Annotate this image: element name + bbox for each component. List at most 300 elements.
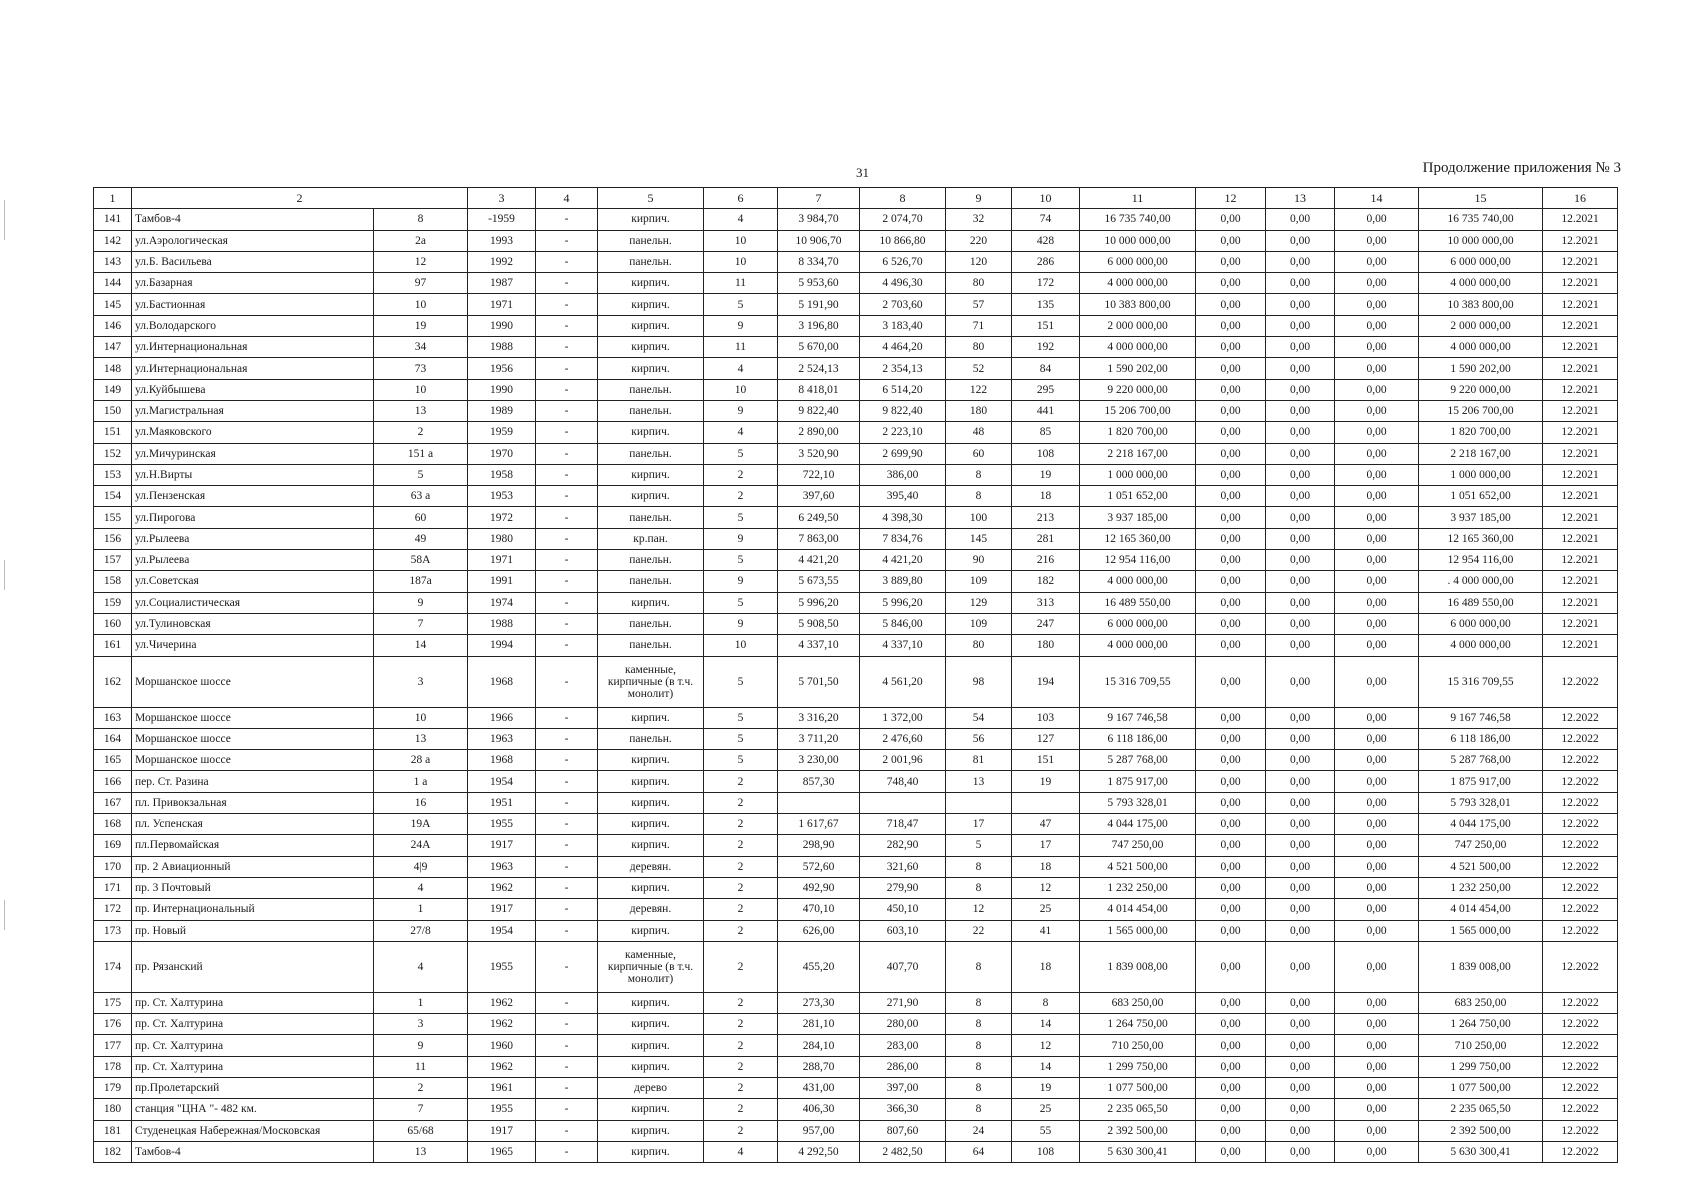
col10-cell: 213 <box>1012 507 1080 528</box>
street-cell: Моршанское шоссе <box>132 656 374 707</box>
house-number-cell: 10 <box>374 294 468 315</box>
col15-cell: 2 392 500,00 <box>1419 1120 1543 1141</box>
column-header: 3 <box>468 188 536 209</box>
wall-material-cell: кирпич. <box>598 1120 704 1141</box>
col7-cell: 4 337,10 <box>778 635 860 656</box>
col15-cell: 15 316 709,55 <box>1419 656 1543 707</box>
year-cell: 1971 <box>468 294 536 315</box>
col4-cell: - <box>536 251 598 272</box>
col8-cell: 4 561,20 <box>860 656 946 707</box>
house-number-cell: 187а <box>374 571 468 592</box>
wall-material-cell: кирпич. <box>598 1056 704 1077</box>
floors-cell: 2 <box>704 1056 778 1077</box>
col12-cell: 0,00 <box>1196 771 1266 792</box>
col13-cell: 0,00 <box>1266 877 1335 898</box>
house-number-cell: 2 <box>374 1077 468 1098</box>
wall-material-cell: деревян. <box>598 856 704 877</box>
wall-material-cell: панельн. <box>598 613 704 634</box>
col12-cell: 0,00 <box>1196 294 1266 315</box>
col15-cell: 4 000 000,00 <box>1419 337 1543 358</box>
house-number-cell: 24А <box>374 835 468 856</box>
col12-cell: 0,00 <box>1196 856 1266 877</box>
col9-cell: 17 <box>946 814 1012 835</box>
col8-cell: 603,10 <box>860 920 946 941</box>
street-cell: ул.Базарная <box>132 273 374 294</box>
col10-cell: 14 <box>1012 1056 1080 1077</box>
col11-cell: 5 793 328,01 <box>1080 792 1196 813</box>
col9-cell: 8 <box>946 486 1012 507</box>
table-row <box>94 899 1618 920</box>
col10-cell: 12 <box>1012 1035 1080 1056</box>
col8-cell: 4 464,20 <box>860 337 946 358</box>
col16-cell: 12.2021 <box>1543 315 1618 336</box>
street-cell: ул.Чичерина <box>132 635 374 656</box>
col16-cell: 12.2022 <box>1543 835 1618 856</box>
col16-cell: 12.2022 <box>1543 992 1618 1013</box>
wall-material-cell: кирпич. <box>598 422 704 443</box>
col14-cell: 0,00 <box>1335 707 1419 728</box>
col9-cell: 109 <box>946 613 1012 634</box>
table-row <box>94 337 1618 358</box>
floors-cell: 11 <box>704 337 778 358</box>
row-number-cell: 143 <box>94 251 132 272</box>
col8-cell: 407,70 <box>860 941 946 992</box>
year-cell: 1989 <box>468 400 536 421</box>
col11-cell: 10 383 800,00 <box>1080 294 1196 315</box>
col10-cell: 25 <box>1012 1099 1080 1120</box>
col14-cell: 0,00 <box>1335 230 1419 251</box>
col15-cell: 1 875 917,00 <box>1419 771 1543 792</box>
col9-cell: 100 <box>946 507 1012 528</box>
col16-cell: 12.2021 <box>1543 209 1618 230</box>
col9-cell: 8 <box>946 856 1012 877</box>
row-number-cell: 149 <box>94 379 132 400</box>
col11-cell: 1 299 750,00 <box>1080 1056 1196 1077</box>
wall-material-cell: панельн. <box>598 507 704 528</box>
col14-cell: 0,00 <box>1335 613 1419 634</box>
row-number-cell: 144 <box>94 273 132 294</box>
col13-cell: 0,00 <box>1266 422 1335 443</box>
col16-cell: 12.2021 <box>1543 251 1618 272</box>
col7-cell: 455,20 <box>778 941 860 992</box>
year-cell: 1958 <box>468 464 536 485</box>
col8-cell: 2 703,60 <box>860 294 946 315</box>
col12-cell: 0,00 <box>1196 337 1266 358</box>
col15-cell: 1 590 202,00 <box>1419 358 1543 379</box>
col11-cell: 1 232 250,00 <box>1080 877 1196 898</box>
col4-cell: - <box>536 230 598 251</box>
col7-cell: 2 524,13 <box>778 358 860 379</box>
column-header: 8 <box>860 188 946 209</box>
col16-cell: 12.2021 <box>1543 464 1618 485</box>
col14-cell: 0,00 <box>1335 1141 1419 1162</box>
col9-cell: 80 <box>946 337 1012 358</box>
col4-cell: - <box>536 400 598 421</box>
year-cell: 1955 <box>468 941 536 992</box>
col9-cell: 32 <box>946 209 1012 230</box>
col10-cell: 84 <box>1012 358 1080 379</box>
col10-cell: 247 <box>1012 613 1080 634</box>
col9-cell: 180 <box>946 400 1012 421</box>
col15-cell: 16 735 740,00 <box>1419 209 1543 230</box>
table-row <box>94 379 1618 400</box>
col12-cell: 0,00 <box>1196 613 1266 634</box>
col8-cell: 2 476,60 <box>860 728 946 749</box>
row-number-cell: 167 <box>94 792 132 813</box>
col14-cell: 0,00 <box>1335 877 1419 898</box>
col9-cell: 8 <box>946 1056 1012 1077</box>
col14-cell: 0,00 <box>1335 1120 1419 1141</box>
col8-cell: 4 337,10 <box>860 635 946 656</box>
col16-cell: 12.2022 <box>1543 1035 1618 1056</box>
house-number-cell: 34 <box>374 337 468 358</box>
col13-cell: 0,00 <box>1266 992 1335 1013</box>
col16-cell: 12.2022 <box>1543 1077 1618 1098</box>
col7-cell: 3 711,20 <box>778 728 860 749</box>
col13-cell: 0,00 <box>1266 1120 1335 1141</box>
col9-cell: 98 <box>946 656 1012 707</box>
col4-cell: - <box>536 443 598 464</box>
col12-cell: 0,00 <box>1196 728 1266 749</box>
col4-cell: - <box>536 592 598 613</box>
wall-material-cell: кирпич. <box>598 750 704 771</box>
street-cell: пл. Успенская <box>132 814 374 835</box>
house-number-cell: 8 <box>374 209 468 230</box>
col10-cell: 295 <box>1012 379 1080 400</box>
col16-cell: 12.2021 <box>1543 294 1618 315</box>
col8-cell: 279,90 <box>860 877 946 898</box>
year-cell: -1959 <box>468 209 536 230</box>
col9-cell: 8 <box>946 941 1012 992</box>
col10-cell: 135 <box>1012 294 1080 315</box>
street-cell: пл. Привокзальная <box>132 792 374 813</box>
col13-cell: 0,00 <box>1266 835 1335 856</box>
col14-cell: 0,00 <box>1335 592 1419 613</box>
col13-cell: 0,00 <box>1266 707 1335 728</box>
row-number-cell: 180 <box>94 1099 132 1120</box>
col13-cell: 0,00 <box>1266 486 1335 507</box>
row-number-cell: 158 <box>94 571 132 592</box>
col4-cell: - <box>536 992 598 1013</box>
house-number-cell: 1 <box>374 899 468 920</box>
street-cell: Моршанское шоссе <box>132 750 374 771</box>
col16-cell: 12.2022 <box>1543 941 1618 992</box>
year-cell: 1962 <box>468 1014 536 1035</box>
year-cell: 1968 <box>468 750 536 771</box>
street-cell: ул.Н.Вирты <box>132 464 374 485</box>
table-row <box>94 1099 1618 1120</box>
col7-cell: 5 701,50 <box>778 656 860 707</box>
table-row <box>94 877 1618 898</box>
col13-cell: 0,00 <box>1266 1035 1335 1056</box>
col9-cell: 145 <box>946 528 1012 549</box>
col4-cell: - <box>536 1014 598 1035</box>
house-number-cell: 13 <box>374 400 468 421</box>
floors-cell: 2 <box>704 1014 778 1035</box>
col16-cell: 12.2021 <box>1543 592 1618 613</box>
col8-cell: 2 699,90 <box>860 443 946 464</box>
col9-cell: 8 <box>946 877 1012 898</box>
col15-cell: 5 793 328,01 <box>1419 792 1543 813</box>
column-header: 9 <box>946 188 1012 209</box>
column-header: 16 <box>1543 188 1618 209</box>
house-number-cell: 12 <box>374 251 468 272</box>
year-cell: 1991 <box>468 571 536 592</box>
col7-cell: 5 670,00 <box>778 337 860 358</box>
col10-cell: 108 <box>1012 443 1080 464</box>
col7-cell: 1 617,67 <box>778 814 860 835</box>
street-cell: ул.Тулиновская <box>132 613 374 634</box>
col12-cell: 0,00 <box>1196 635 1266 656</box>
col14-cell: 0,00 <box>1335 486 1419 507</box>
col16-cell: 12.2022 <box>1543 1014 1618 1035</box>
row-number-cell: 159 <box>94 592 132 613</box>
col4-cell: - <box>536 877 598 898</box>
wall-material-cell: панельн. <box>598 635 704 656</box>
col4-cell: - <box>536 613 598 634</box>
table-row <box>94 315 1618 336</box>
table-row <box>94 656 1618 707</box>
column-header: 2 <box>132 188 468 209</box>
col10-cell: 182 <box>1012 571 1080 592</box>
col13-cell: 0,00 <box>1266 379 1335 400</box>
col4-cell: - <box>536 814 598 835</box>
col12-cell: 0,00 <box>1196 230 1266 251</box>
floors-cell: 2 <box>704 941 778 992</box>
table-row <box>94 209 1618 230</box>
col13-cell: 0,00 <box>1266 1077 1335 1098</box>
wall-material-cell: кирпич. <box>598 814 704 835</box>
wall-material-cell: кирпич. <box>598 1035 704 1056</box>
floors-cell: 2 <box>704 771 778 792</box>
col13-cell: 0,00 <box>1266 635 1335 656</box>
street-cell: ул.Пирогова <box>132 507 374 528</box>
col16-cell: 12.2021 <box>1543 550 1618 571</box>
house-number-cell: 49 <box>374 528 468 549</box>
floors-cell: 9 <box>704 315 778 336</box>
table-row <box>94 792 1618 813</box>
row-number-cell: 176 <box>94 1014 132 1035</box>
year-cell: 1987 <box>468 273 536 294</box>
row-number-cell: 170 <box>94 856 132 877</box>
year-cell: 1972 <box>468 507 536 528</box>
col15-cell: 4 044 175,00 <box>1419 814 1543 835</box>
wall-material-cell: кирпич. <box>598 707 704 728</box>
street-cell: пр. Ст. Халтурина <box>132 1056 374 1077</box>
col15-cell: . 4 000 000,00 <box>1419 571 1543 592</box>
col11-cell: 710 250,00 <box>1080 1035 1196 1056</box>
house-number-cell: 3 <box>374 1014 468 1035</box>
col9-cell: 120 <box>946 251 1012 272</box>
col11-cell: 6 118 186,00 <box>1080 728 1196 749</box>
table-row <box>94 528 1618 549</box>
col13-cell: 0,00 <box>1266 315 1335 336</box>
col12-cell: 0,00 <box>1196 750 1266 771</box>
col9-cell: 8 <box>946 992 1012 1013</box>
row-number-cell: 172 <box>94 899 132 920</box>
col14-cell: 0,00 <box>1335 1035 1419 1056</box>
col14-cell: 0,00 <box>1335 464 1419 485</box>
street-cell: пр. Интернациональный <box>132 899 374 920</box>
col7-cell: 3 520,90 <box>778 443 860 464</box>
col15-cell: 4 014 454,00 <box>1419 899 1543 920</box>
wall-material-cell: кирпич. <box>598 209 704 230</box>
col8-cell: 321,60 <box>860 856 946 877</box>
col7-cell <box>778 792 860 813</box>
table-row <box>94 550 1618 571</box>
col11-cell: 747 250,00 <box>1080 835 1196 856</box>
col8-cell: 2 001,96 <box>860 750 946 771</box>
col4-cell: - <box>536 771 598 792</box>
col12-cell: 0,00 <box>1196 486 1266 507</box>
col16-cell: 12.2021 <box>1543 337 1618 358</box>
col15-cell: 1 565 000,00 <box>1419 920 1543 941</box>
col16-cell: 12.2021 <box>1543 571 1618 592</box>
col4-cell: - <box>536 835 598 856</box>
col10-cell: 19 <box>1012 771 1080 792</box>
wall-material-cell: кирпич. <box>598 792 704 813</box>
column-header: 6 <box>704 188 778 209</box>
col7-cell: 3 196,80 <box>778 315 860 336</box>
house-number-cell: 7 <box>374 613 468 634</box>
col8-cell: 6 514,20 <box>860 379 946 400</box>
col10-cell: 14 <box>1012 1014 1080 1035</box>
col7-cell: 397,60 <box>778 486 860 507</box>
col13-cell: 0,00 <box>1266 613 1335 634</box>
col9-cell: 60 <box>946 443 1012 464</box>
street-cell: ул.Магистральная <box>132 400 374 421</box>
floors-cell: 4 <box>704 209 778 230</box>
col4-cell: - <box>536 1099 598 1120</box>
row-number-cell: 163 <box>94 707 132 728</box>
col10-cell: 286 <box>1012 251 1080 272</box>
col7-cell: 492,90 <box>778 877 860 898</box>
house-number-cell: 5 <box>374 464 468 485</box>
col11-cell: 4 000 000,00 <box>1080 571 1196 592</box>
col12-cell: 0,00 <box>1196 941 1266 992</box>
col8-cell: 9 822,40 <box>860 400 946 421</box>
col9-cell: 13 <box>946 771 1012 792</box>
col4-cell: - <box>536 728 598 749</box>
col7-cell: 3 230,00 <box>778 750 860 771</box>
row-number-cell: 165 <box>94 750 132 771</box>
col14-cell: 0,00 <box>1335 251 1419 272</box>
floors-cell: 10 <box>704 635 778 656</box>
house-number-cell: 9 <box>374 1035 468 1056</box>
col4-cell: - <box>536 1141 598 1162</box>
col16-cell: 12.2022 <box>1543 1120 1618 1141</box>
year-cell: 1917 <box>468 1120 536 1141</box>
floors-cell: 2 <box>704 992 778 1013</box>
table-row <box>94 835 1618 856</box>
street-cell: ул.Маяковского <box>132 422 374 443</box>
col12-cell: 0,00 <box>1196 792 1266 813</box>
street-cell: пр. 2 Авиационный <box>132 856 374 877</box>
col16-cell: 12.2022 <box>1543 920 1618 941</box>
col10-cell: 103 <box>1012 707 1080 728</box>
col8-cell <box>860 792 946 813</box>
year-cell: 1993 <box>468 230 536 251</box>
floors-cell: 5 <box>704 707 778 728</box>
row-number-cell: 161 <box>94 635 132 656</box>
col10-cell <box>1012 792 1080 813</box>
floors-cell: 5 <box>704 443 778 464</box>
house-number-cell: 2 <box>374 422 468 443</box>
col15-cell: 1 077 500,00 <box>1419 1077 1543 1098</box>
year-cell: 1962 <box>468 877 536 898</box>
wall-material-cell: панельн. <box>598 379 704 400</box>
col8-cell: 3 889,80 <box>860 571 946 592</box>
col9-cell: 22 <box>946 920 1012 941</box>
col12-cell: 0,00 <box>1196 571 1266 592</box>
col9-cell: 80 <box>946 273 1012 294</box>
col14-cell: 0,00 <box>1335 635 1419 656</box>
column-header: 4 <box>536 188 598 209</box>
col15-cell: 2 218 167,00 <box>1419 443 1543 464</box>
row-number-cell: 160 <box>94 613 132 634</box>
floors-cell: 2 <box>704 464 778 485</box>
col10-cell: 47 <box>1012 814 1080 835</box>
col4-cell: - <box>536 273 598 294</box>
house-number-cell: 65/68 <box>374 1120 468 1141</box>
col8-cell: 366,30 <box>860 1099 946 1120</box>
col9-cell: 48 <box>946 422 1012 443</box>
col7-cell: 2 890,00 <box>778 422 860 443</box>
year-cell: 1917 <box>468 899 536 920</box>
col11-cell: 4 000 000,00 <box>1080 273 1196 294</box>
col10-cell: 127 <box>1012 728 1080 749</box>
col10-cell: 18 <box>1012 941 1080 992</box>
table-row <box>94 1120 1618 1141</box>
col8-cell: 271,90 <box>860 992 946 1013</box>
col4-cell: - <box>536 550 598 571</box>
col8-cell: 397,00 <box>860 1077 946 1098</box>
year-cell: 1961 <box>468 1077 536 1098</box>
street-cell: ул.Рылеева <box>132 550 374 571</box>
col11-cell: 1 077 500,00 <box>1080 1077 1196 1098</box>
col11-cell: 6 000 000,00 <box>1080 613 1196 634</box>
col13-cell: 0,00 <box>1266 550 1335 571</box>
col16-cell: 12.2022 <box>1543 899 1618 920</box>
col16-cell: 12.2021 <box>1543 358 1618 379</box>
street-cell: ул.Социалистическая <box>132 592 374 613</box>
col16-cell: 12.2022 <box>1543 728 1618 749</box>
wall-material-cell: деревян. <box>598 899 704 920</box>
house-number-cell: 1 а <box>374 771 468 792</box>
col15-cell: 6 000 000,00 <box>1419 613 1543 634</box>
floors-cell: 11 <box>704 273 778 294</box>
floors-cell: 5 <box>704 592 778 613</box>
col4-cell: - <box>536 750 598 771</box>
col8-cell: 4 398,30 <box>860 507 946 528</box>
house-number-cell: 10 <box>374 707 468 728</box>
table-row <box>94 251 1618 272</box>
col11-cell: 4 000 000,00 <box>1080 337 1196 358</box>
col16-cell: 12.2022 <box>1543 1099 1618 1120</box>
street-cell: ул.Мичуринская <box>132 443 374 464</box>
scan-edge-mark <box>4 560 5 590</box>
table-row <box>94 592 1618 613</box>
col12-cell: 0,00 <box>1196 379 1266 400</box>
street-cell: ул.Аэрологическая <box>132 230 374 251</box>
street-cell: пр. Ст. Халтурина <box>132 1014 374 1035</box>
street-cell: пр. 3 Почтовый <box>132 877 374 898</box>
col10-cell: 74 <box>1012 209 1080 230</box>
wall-material-cell: кирпич. <box>598 294 704 315</box>
col4-cell: - <box>536 941 598 992</box>
street-cell: ул.Володарского <box>132 315 374 336</box>
wall-material-cell: кирпич. <box>598 315 704 336</box>
